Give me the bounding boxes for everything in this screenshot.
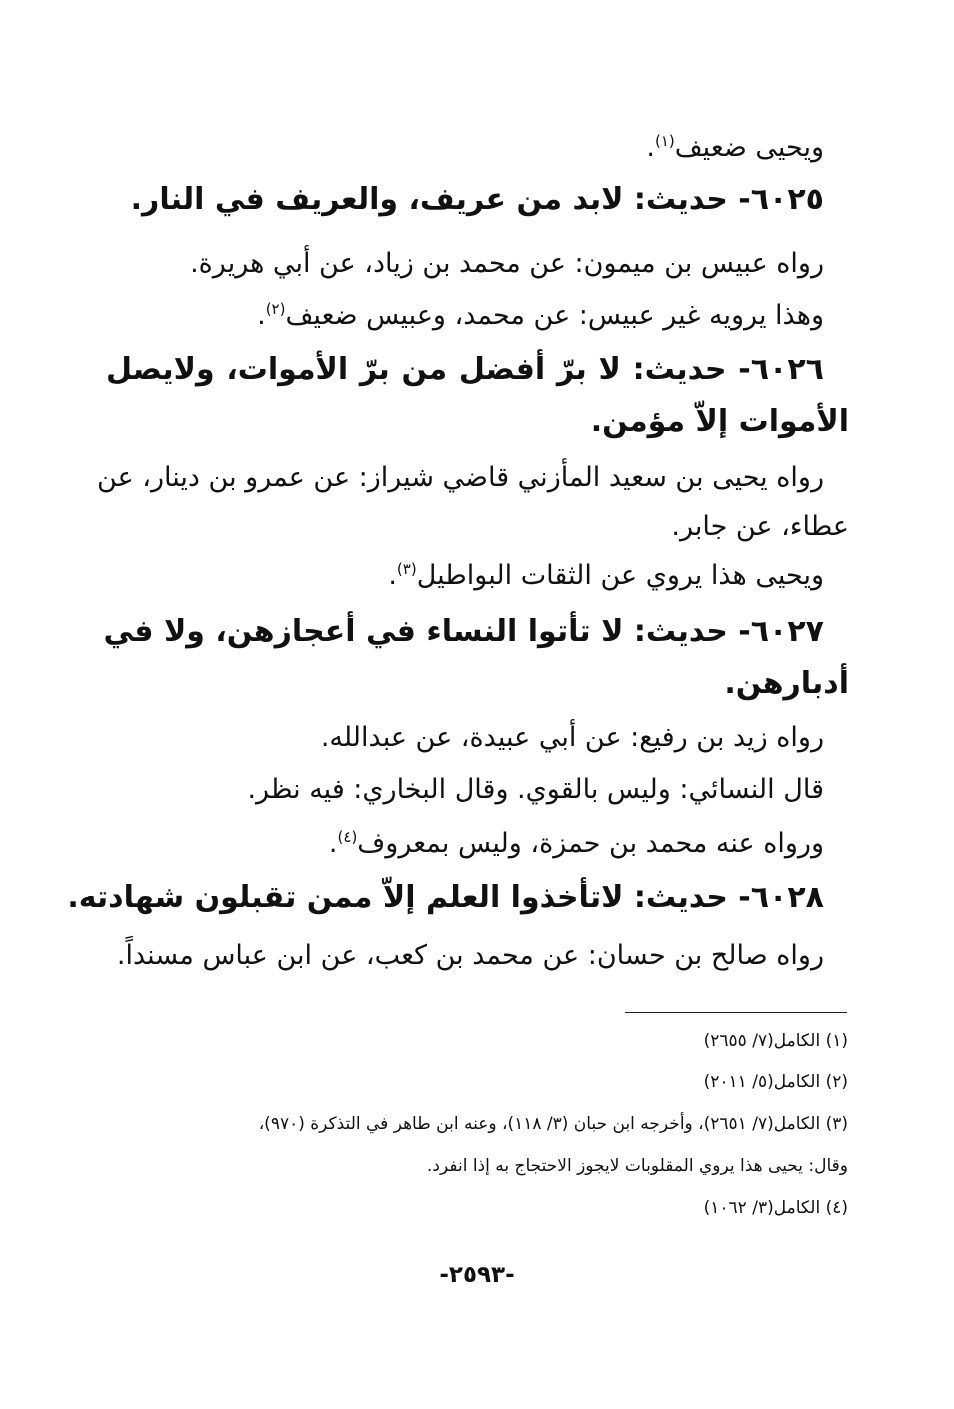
- text-line: [388, 556, 824, 596]
- line-tail: .: [388, 560, 397, 591]
- line-tail: .: [328, 828, 338, 859]
- line-text: وهذا يرويه غير عبيس: عن محمد، وعبيس ضعيف: [285, 300, 824, 331]
- footnote: [259, 1110, 848, 1138]
- footnote-text: (٢) الكامل(٥/ ٢٠١١): [703, 1072, 848, 1092]
- line-text: أدبارهن.: [724, 666, 849, 701]
- line-text: رواه يحيى بن سعيد المأزني قاضي شيراز: عن عمرو بن دينار، عن: [97, 462, 824, 493]
- text-line: [321, 718, 824, 758]
- hadith-heading: [106, 350, 824, 390]
- line-text: ويحيى هذا يروي عن الثقات البواطيل: [416, 560, 824, 591]
- line-text: الأموات إلاّ مؤمن.: [590, 404, 849, 439]
- text-line: [190, 244, 824, 284]
- hadith-heading: [67, 878, 824, 918]
- footnote-marker: (١): [654, 132, 675, 150]
- line-text: ٦٠٢٥- حديث: لابد من عريف، والعريف في النار.: [130, 182, 824, 217]
- line-tail: .: [646, 132, 655, 163]
- line-text: عطاء، عن جابر.: [671, 511, 849, 542]
- footnote-marker: (٢): [265, 300, 286, 318]
- line-tail: .: [257, 300, 266, 331]
- footnote-text: (١) الكامل(٧/ ٢٦٥٥): [703, 1031, 848, 1051]
- footnote-continued: [427, 1152, 848, 1180]
- footnote: [704, 1027, 848, 1055]
- line-text: ٦٠٢٦- حديث: لا برّ أفضل من برّ الأموات، ولايصل: [106, 352, 824, 387]
- footnote-text: وقال: يحيى هذا يروي المقلوبات لايجوز الاحتجاج به إذا انفرد.: [427, 1156, 848, 1176]
- footnote-text: (٤) الكامل(٣/ ١٠٦٢): [703, 1198, 848, 1218]
- line-text: قال النسائي: وليس بالقوي. وقال البخاري: فيه نظر.: [247, 774, 824, 805]
- text-line: [97, 458, 824, 498]
- footnote: [704, 1194, 848, 1222]
- line-text: ويحيى ضعيف: [674, 132, 824, 163]
- text-line: [329, 824, 824, 864]
- text-line: [117, 936, 824, 976]
- hadith-heading-continued: [591, 402, 849, 442]
- line-text: رواه عبيس بن ميمون: عن محمد بن زياد، عن أبي هريرة.: [190, 248, 824, 279]
- line-text: ورواه عنه محمد بن حمزة، وليس بمعروف: [357, 828, 824, 859]
- footnote-separator: [625, 1012, 847, 1013]
- line-text: رواه زيد بن رفيع: عن أبي عبيدة، عن عبدالله.: [320, 722, 824, 753]
- text-line: [646, 128, 824, 168]
- line-text: ٦٠٢٨- حديث: لاتأخذوا العلم إلاّ ممن تقبلون شهادته.: [67, 880, 824, 915]
- page-number: -٢٥٩٣-: [439, 1262, 515, 1288]
- footnote-text: (٣) الكامل(٧/ ٢٦٥١)، وأخرجه ابن حبان (٣/ ١١٨)، وعنه ابن طاهر في التذكرة (٩٧٠)،: [258, 1114, 848, 1134]
- hadith-heading-continued: [724, 664, 849, 704]
- text-line: [247, 770, 824, 810]
- hadith-heading: [131, 180, 824, 220]
- footnote: [704, 1068, 848, 1096]
- line-text: ٦٠٢٧- حديث: لا تأتوا النساء في أعجازهن، ولا في: [103, 614, 824, 649]
- footnote-marker: (٣): [396, 560, 417, 578]
- line-text: رواه صالح بن حسان: عن محمد بن كعب، عن ابن عباس مسنداً.: [116, 940, 824, 971]
- text-line: [257, 296, 824, 336]
- footnote-marker: (٤): [337, 828, 358, 846]
- hadith-heading: [103, 612, 824, 652]
- text-line: [671, 507, 849, 547]
